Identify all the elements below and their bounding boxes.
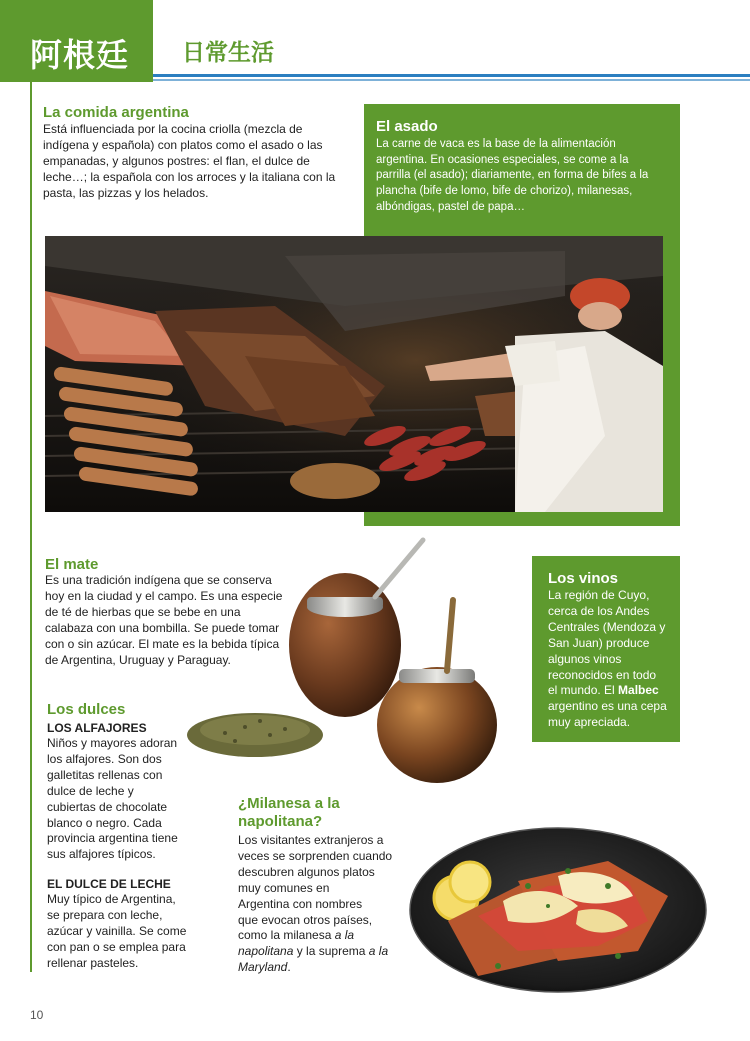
alfajores-line: galletitas rellenas con (47, 767, 163, 782)
milanesa-plate-photo (408, 826, 708, 994)
asado-text (376, 137, 668, 216)
country-title: 阿根廷 (0, 0, 153, 82)
malbec-bold: Malbec (618, 683, 659, 698)
dulce-line: con pan o se emplea para (47, 939, 186, 954)
alfajores-line: Niños y mayores adoran (47, 736, 178, 750)
comida-section (43, 104, 343, 202)
asado-line: albóndigas, pastel de papa… (376, 200, 525, 213)
milanesa-line: Argentina con nombres (238, 896, 363, 911)
vinos-line: algunos vinos (548, 651, 622, 666)
comida-text (43, 122, 343, 202)
dulce-line: se prepara con leche, (47, 908, 163, 923)
vinos-box (532, 556, 680, 742)
vinos-line (548, 683, 670, 699)
alfajores-subtitle: LOS ALFAJORES (47, 721, 147, 735)
asado-line: parrilla (el asado); diariamente, en forma de bifes a la (376, 169, 649, 182)
asado-title: El asado (376, 118, 438, 135)
asado-line: La carne de vaca es la base de la alimentación (376, 138, 616, 150)
alfajores-line: los alfajores. Son dos (47, 751, 162, 766)
dulces-title: Los dulces (47, 701, 126, 718)
milanesa-line: muy comunes en (238, 880, 330, 895)
mate-line: calabaza con una bombilla. Se puede tomar (45, 620, 280, 635)
milanesa-title-line: napolitana? (238, 813, 323, 830)
alfajores-text (47, 736, 197, 863)
header-rule-secondary (153, 79, 750, 81)
vinos-text-span: el mundo. El (548, 683, 619, 698)
vinos-line: San Juan) produce (548, 635, 650, 650)
dulce-line: Muy típico de Argentina, (47, 892, 176, 907)
comida-title: La comida argentina (43, 104, 189, 121)
milanesa-span: como la milanesa (238, 928, 335, 943)
dulces-section (47, 701, 197, 972)
comida-line: leche…; la española con los arroces y la italiana con la (43, 169, 336, 184)
vinos-line: Centrales (Mendoza y (548, 619, 666, 634)
alfajores-line: blanco o negro. Cada (47, 815, 162, 830)
milanesa-line (238, 928, 398, 944)
mate-line: Es una tradición indígena que se conserva (45, 573, 272, 587)
vinos-title: Los vinos (548, 570, 619, 587)
vinos-line: La región de Cuyo, (548, 588, 650, 602)
comida-line: empanadas, y algunos postres: el flan, el dulce de (43, 153, 310, 168)
mate-line: de té de hierbas que se bebe en una (45, 604, 241, 619)
milanesa-line: Los visitantes extranjeros a (238, 833, 384, 847)
milanesa-line: descubren algunos platos (238, 864, 375, 879)
asado-line: argentina. En ocasiones especiales, se come a la (376, 153, 629, 166)
alfajores-line: dulce de leche y (47, 783, 134, 798)
milanesa-line: que evocan otros países, (238, 912, 373, 927)
milanesa-title (238, 795, 398, 831)
mate-gourds-photo (185, 535, 505, 785)
comida-line: Está influenciada por la cocina criolla (mezcla de (43, 122, 303, 136)
vinos-line: cerca de los Andes (548, 603, 650, 618)
milanesa-line (238, 944, 398, 960)
alfajores-line: sus alfajores típicos. (47, 847, 156, 862)
vinos-line: muy apreciada. (548, 715, 631, 730)
milanesa-line: veces se sorprenden cuando (238, 848, 393, 863)
milanesa-line (238, 960, 398, 976)
mate-line: hoy en la ciudad y el campo. Es una especie (45, 588, 283, 603)
mate-line: con o sin azúcar. El mate es la bebida típica (45, 636, 280, 651)
dulce-line: rellenar pasteles. (47, 955, 139, 970)
header-rule (153, 74, 750, 77)
milanesa-italic: a la (368, 944, 389, 959)
vinos-text (548, 588, 670, 731)
page-number: 10 (30, 1008, 44, 1022)
alfajores-line: provincia argentina tiene (47, 831, 178, 846)
milanesa-italic: Maryland (238, 960, 288, 975)
dulce-line: azúcar y vainilla. Se come (47, 924, 187, 939)
section-title: 日常生活 (182, 40, 274, 66)
comida-line: indígena y española) con platos como el asado o las (43, 137, 323, 152)
milanesa-title-line: ¿Milanesa a la (238, 795, 340, 812)
mate-title: El mate (45, 556, 99, 573)
milanesa-italic: napolitana (238, 944, 294, 959)
dulce-de-leche-subtitle: EL DULCE DE LECHE (47, 877, 171, 892)
milanesa-text (238, 833, 398, 976)
mate-line: de Argentina, Uruguay y Paraguay. (45, 652, 231, 667)
milanesa-section (238, 795, 398, 976)
milanesa-span: . (287, 960, 291, 975)
asado-line: plancha (bife de lomo, bife de chorizo), milanesas, (376, 185, 633, 198)
alfajores-line: cubiertas de chocolate (47, 799, 168, 814)
comida-line: pasta, las pizzas y los helados. (43, 185, 209, 200)
asado-grill-photo (45, 236, 663, 512)
milanesa-italic: a la (334, 928, 355, 943)
vinos-line: argentino es una cepa (548, 699, 667, 714)
left-margin-rule (30, 82, 32, 972)
vinos-line: reconocidos en todo (548, 667, 657, 682)
dulce-de-leche-text (47, 892, 197, 972)
milanesa-span: y la suprema (293, 944, 369, 959)
